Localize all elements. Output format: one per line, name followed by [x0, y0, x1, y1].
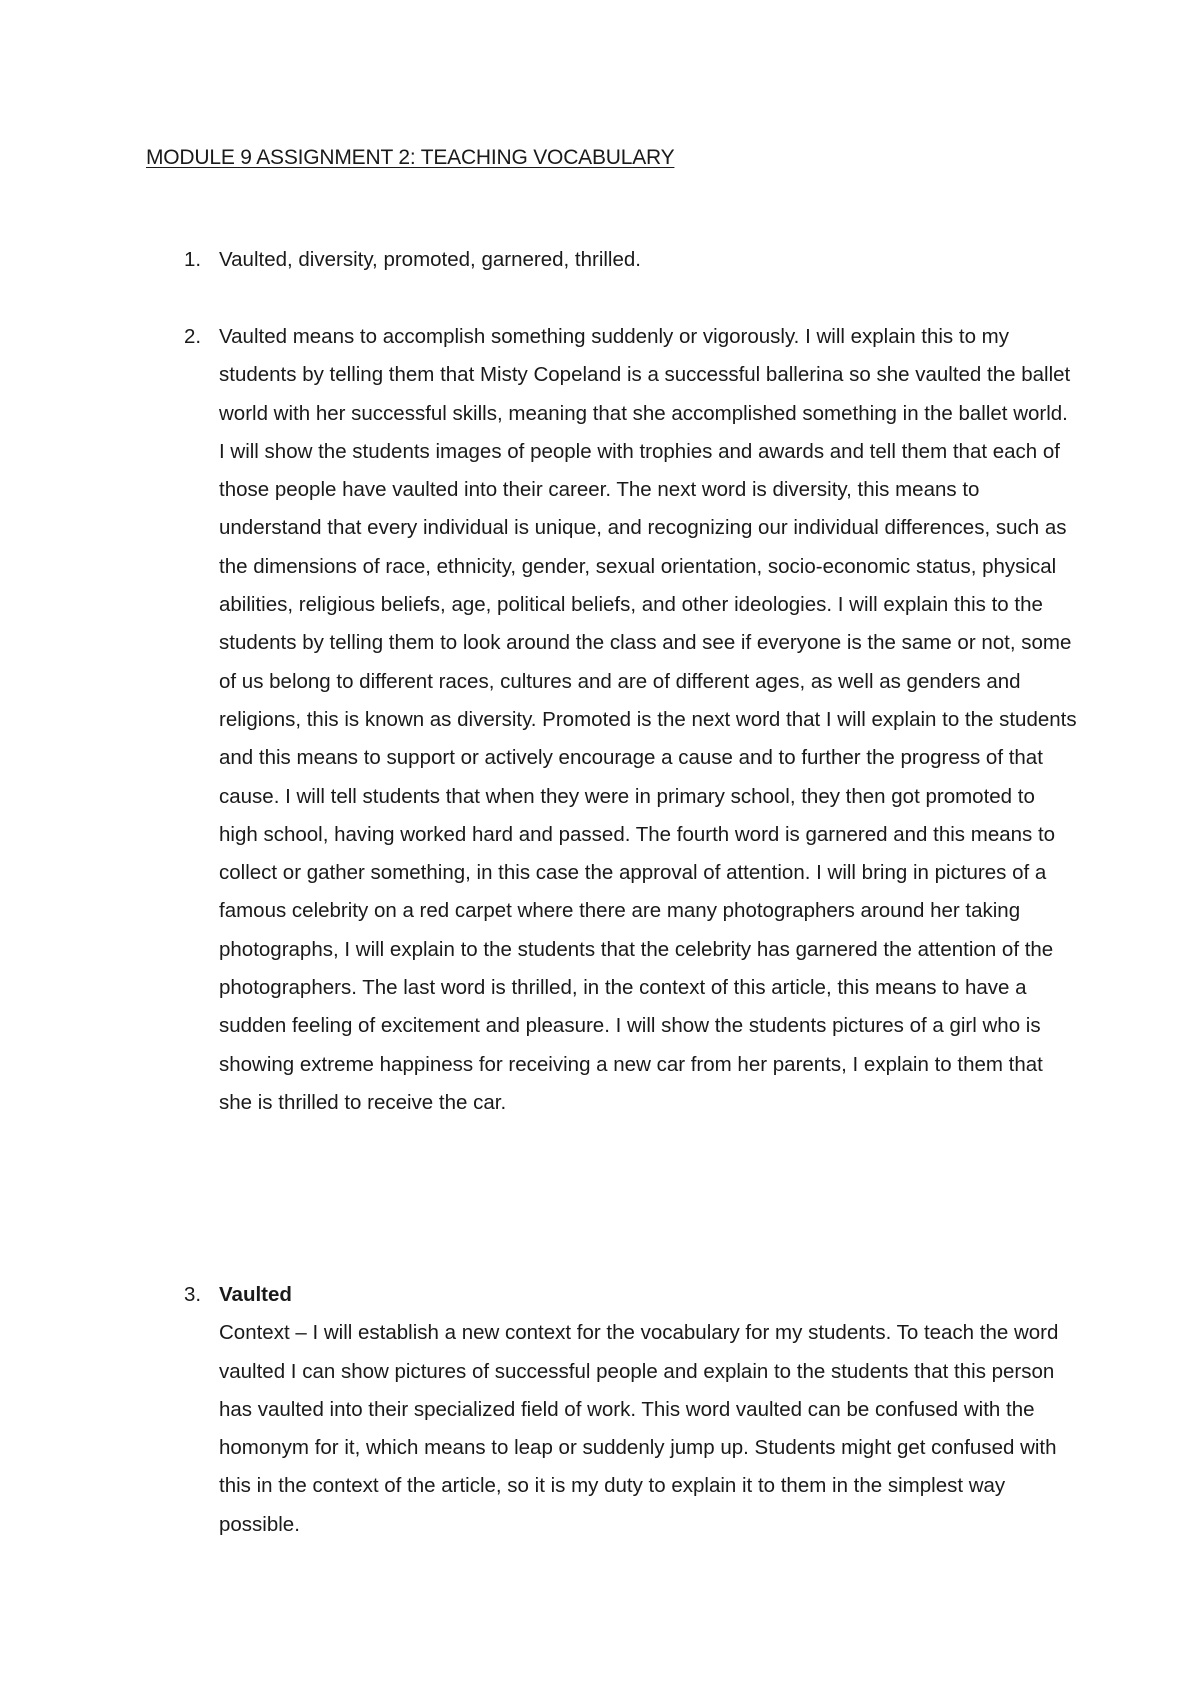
list-item-1: [146, 241, 1076, 279]
list-item-heading: Vaulted: [219, 1283, 292, 1306]
list-item-text: Context – I will establish a new context for the vocabulary for my students. To teach the word vaulted I can show pictures of successful people and explain to the students that this person has vaulted into their specialized field of work. This word vaulted can be confused with the homonym for it, which means to leap or suddenly jump up. Students might get confused with this in the context of the article, so it is my duty to explain it to them in the simplest way possible.: [219, 1321, 1059, 1536]
list-item-number: 3.: [184, 1283, 202, 1306]
list-item-number: 1.: [184, 248, 202, 271]
list-item-content: [219, 241, 1077, 279]
list-item-text: Vaulted, diversity, promoted, garnered, thrilled.: [219, 248, 641, 271]
list-item-number: 2.: [184, 325, 202, 348]
list-item-2: [146, 318, 1076, 1122]
document-title: MODULE 9 ASSIGNMENT 2: TEACHING VOCABULARY: [146, 146, 675, 169]
list-item-text: Vaulted means to accomplish something suddenly or vigorously. I will explain this to my students by telling them that Misty Copeland is a successful ballerina so she vaulted the ballet world with her successful skills, meaning that she accomplished something in the ballet world. I will show the students images of people with trophies and awards and tell them that each of those people have vaulted into their career. The next word is diversity, this means to understand that every individual is unique, and recognizing our individual differences, such as the dimensions of race, ethnicity, gender, sexual orientation, socio-economic status, physical abilities, religious beliefs, age, political beliefs, and other ideologies. I will explain this to the students by telling them to look around the class and see if everyone is the same or not, some of us belong to different races, cultures and are of different ages, as well as genders and religions, this is known as diversity. Promoted is the next word that I will explain to the students and this means to support or actively encourage a cause and to further the progress of that cause. I will tell students that when they were in primary school, they then got promoted to high school, having worked hard and passed. The fourth word is garnered and this means to collect or gather something, in this case the approval of attention. I will bring in pictures of a famous celebrity on a red carpet where there are many photographers around her taking photographs, I will explain to the students that the celebrity has garnered the attention of the photographers. The last word is thrilled, in the context of this article, this means to have a sudden feeling of excitement and pleasure. I will show the students pictures of a girl who is showing extreme happiness for receiving a new car from her parents, I explain to them that she is thrilled to receive the car.: [219, 325, 1077, 1114]
list-item-content: [219, 1276, 1077, 1544]
list-item-3: [146, 1276, 1076, 1544]
list-item-content: [219, 318, 1077, 1122]
